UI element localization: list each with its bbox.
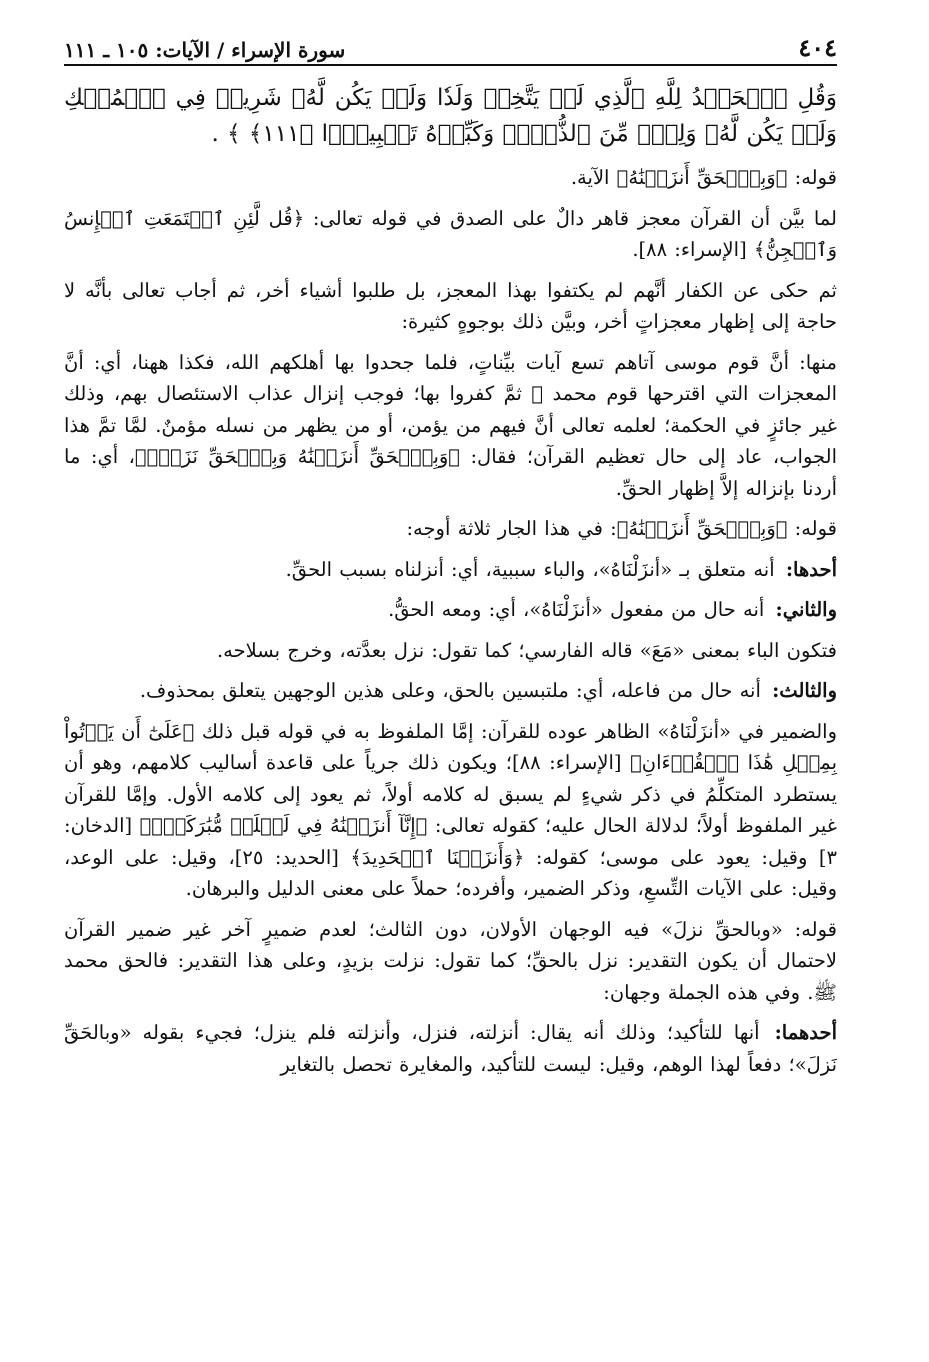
paragraph-text: لما بيَّن أن القرآن معجز قاهر دالٌ على الصدق في قوله تعالى: ﴿قُل لَّئِنِ ٱجۡتَمَعَتِ ٱلۡإِنسُ وَٱلۡجِنُّ﴾ [الإسراء: ٨٨]. (64, 206, 837, 261)
paragraph-label: والثالث: (772, 679, 837, 702)
paragraph (64, 513, 837, 545)
paragraph (64, 914, 837, 1009)
paragraph-text: قوله: ﴿وَبِٱلۡحَقِّ أَنزَلۡنَٰهُ﴾: في هذا الجار ثلاثة أوجه: (406, 517, 837, 540)
paragraph-text: أنه حال من مفعول «أنزَلْنَاهُ»، أي: ومعه الحقُّ. (388, 598, 765, 621)
paragraph-second-aspect (64, 594, 837, 626)
paragraph-text: ثم حكى عن الكفار أنَّهم لم يكتفوا بهذا المعجز، بل طلبوا أشياء أخر، ثم أجاب تعالى بأنَّه لا حاجة إلى إظهار معجزاتٍ أخر، وبيَّن ذلك بوجوهٍ كثيرة: (64, 278, 837, 333)
paragraph-text: أنه حال من فاعله، أي: ملتبسين بالحق، وعلى هذين الوجهين يتعلق بمحذوف. (139, 679, 761, 702)
paragraph-label: أحدهما: (774, 1021, 837, 1044)
paragraph-text: قوله: ﴿وَبِٱلۡحَقِّ أَنزَلۡنَٰهُ﴾ الآية. (570, 166, 837, 189)
quran-verse-111 (64, 80, 837, 152)
running-header (64, 30, 837, 66)
paragraph-label: أحدها: (785, 557, 837, 581)
paragraph-text: أنها للتأكيد؛ وذلك أنه يقال: أنزلته، فنزل، وأنزلته فلم ينزل؛ فجيء بقوله «وبالحَقِّ نَزلَ»؛ دفعاً لهذا الوهم، وقيل: ليست للتأكيد، والمغايرة تحصل بالتغاير (64, 1021, 837, 1076)
paragraph-first-of-two (64, 1017, 837, 1080)
verse-text: وَقُلِ ٱلۡحَمۡدُ لِلَّهِ ٱلَّذِي لَمۡ يَتَّخِذۡ وَلَدٗا وَلَمۡ يَكُن لَّهُۥ شَرِيكٞ فِي ٱلۡمُلۡكِ وَلَمۡ يَكُن لَّهُۥ وَلِيّٞ مِّنَ ٱلذُّلِّۖ وَكَبِّرۡهُ تَكۡبِيرَۢا ﴿١١١﴾ ﴾ . (64, 85, 837, 147)
paragraph-text: منها: أنَّ قوم موسى آتاهم تسع آيات بيِّناتٍ، فلما جحدوا بها أهلكهم الله، فكذا ههنا، أي: أنَّ المعجزات التي اقترحها قوم محمد ﷺ ثمَّ كفروا بها؛ فوجب إنزال عذاب الاستئصال بهم، وذلك غير جائزٍ في الحكمة؛ لعلمه تعالى أنَّ فيهم من يؤمن، أو من يظهر من نسله مؤمنٌ. لمَّا تمَّ هذا الجواب، عاد إلى حال تعظيم القرآن؛ فقال: ﴿وَبِٱلۡحَقِّ أَنزَلۡنَٰهُ وَبِٱلۡحَقِّ نَزَلَۗ﴾، أي: ما أردنا بإنزاله إلاَّ إظهار الحقِّ. (64, 350, 837, 500)
paragraph (64, 716, 837, 905)
paragraph (64, 347, 837, 505)
paragraph-text: فتكون الباء بمعنى «مَعَ» قاله الفارسي؛ كما تقول: نزل بعدَّته، وخرج بسلاحه. (216, 638, 837, 662)
paragraph-text: قوله: «وبالحقِّ نزلَ» فيه الوجهان الأولان، دون الثالث؛ لعدم ضميرٍ آخر غير ضمير القرآن لاحتمال أن يكون التقدير: نزل بالحقِّ؛ كما تقول: نزلت بزيدٍ، وعلى هذا التقدير: فالحق محمد ﷺ. وفي هذه الجملة وجهان: (64, 917, 837, 1004)
paragraph (64, 203, 837, 266)
paragraph (64, 275, 837, 338)
paragraph-text: أنه متعلق بـ «أنزَلْنَاهُ»، والباء سببية، أي: أنزلناه بسبب الحقِّ. (285, 557, 775, 581)
paragraph-third-aspect (64, 675, 837, 707)
paragraph-label: والثاني: (775, 598, 837, 621)
surah-title: سورة الإسراء / الآيات: ١٠٥ ـ ١١١ (64, 38, 346, 62)
paragraph-text: والضمير في «أنزَلْنَاهُ» الظاهر عوده للقرآن: إمَّا الملفوظ به في قوله قبل ذلك ﴿عَلَىٰٓ أَن يَأۡتُواْ بِمِثۡلِ هَٰذَا ٱلۡقُرۡءَانِ﴾ [الإسراء: ٨٨]؛ ويكون ذلك جرياً على قاعدة أساليب كلامهم، وهو أن يستطرد المتكلِّمُ في ذكر شيءٍ لم يسبق له كلامه أولاً، ثم يعود إلى كلامه الأول. وإمَّا للقرآن غير الملفوظ أولاً؛ لدلالة الحال عليه؛ كقوله تعالى: ﴿إِنَّآ أَنزَلۡنَٰهُ فِي لَيۡلَةٖ مُّبَٰرَكَةٍۚ﴾ [الدخان: ٣] وقيل: يعود على موسى؛ كقوله: ﴿وَأَنزَلۡنَا ٱلۡحَدِيدَ﴾ [الحديد: ٢٥]، وقيل: على الوعد، وقيل: على الآيات التِّسعِ، وذكر الضمير، وأفرده؛ حملاً على معنى الدليل والبرهان. (64, 719, 837, 900)
page-body (64, 66, 837, 1080)
paragraph-first-aspect (64, 554, 837, 586)
paragraph (64, 162, 837, 194)
paragraph (64, 635, 837, 667)
page-number: ٤٠٤ (798, 33, 837, 62)
